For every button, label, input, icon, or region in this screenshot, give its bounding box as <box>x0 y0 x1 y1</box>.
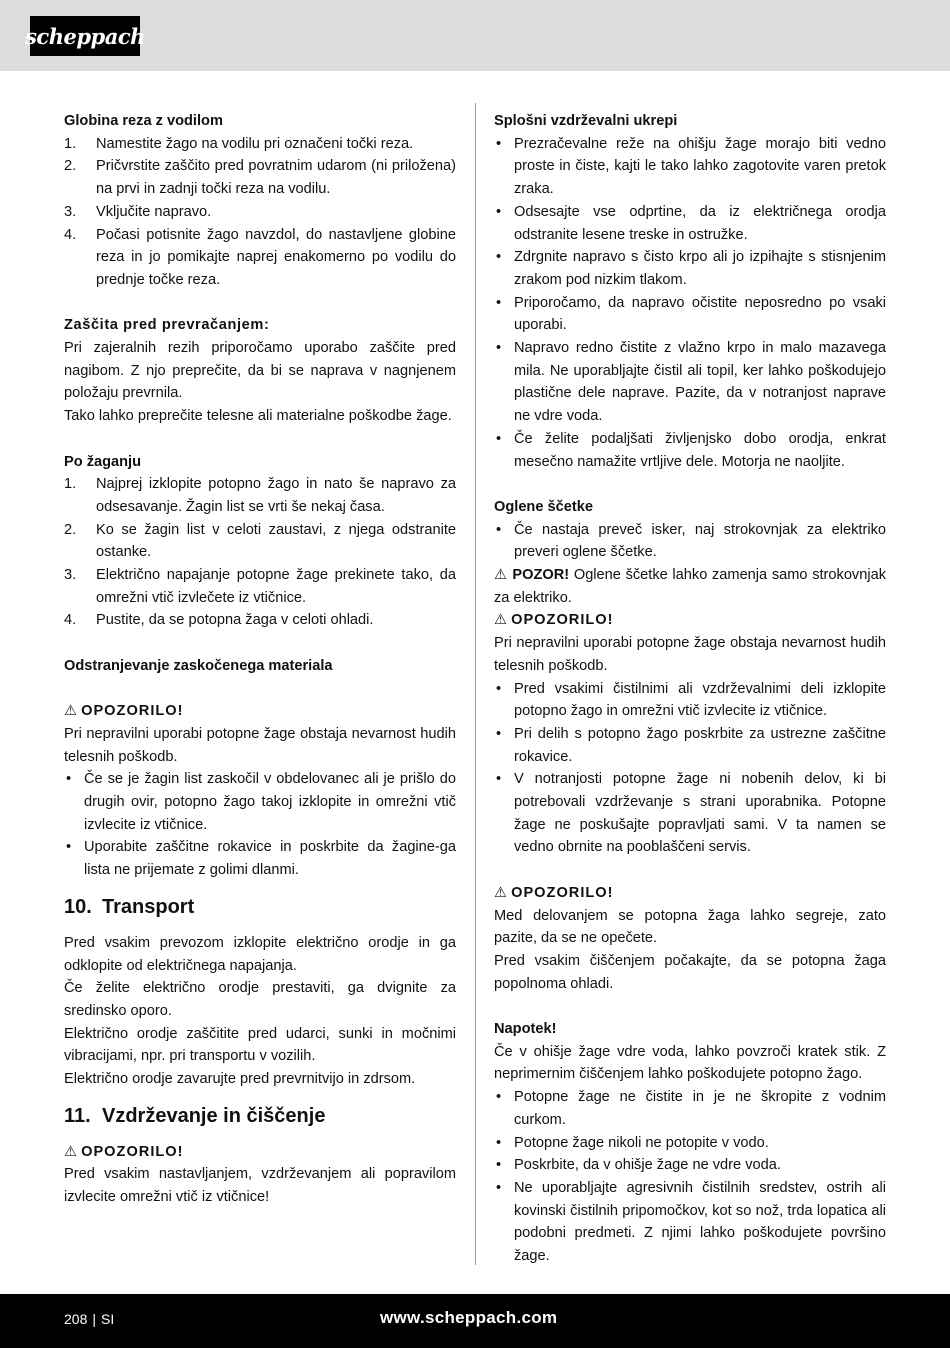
left-column <box>64 110 456 1209</box>
caution-text: ⚠ POZOR! Oglene ščetke lahko zamenja samo strokovnjak za elektriko. <box>494 567 887 606</box>
warning-triangle-icon: ⚠ <box>494 884 508 901</box>
transport-text: Če želite električno orodje prestaviti, ga dvignite za sredinsko oporo. <box>64 980 456 1019</box>
list-item: • Poskrbite, da v ohišje žage ne vdre voda. <box>496 1157 781 1174</box>
tip-bullets <box>494 1086 886 1268</box>
general-bullets <box>494 133 886 474</box>
list-item: • Potopne žage nikoli ne potopite v vodo. <box>496 1134 769 1151</box>
list-item: • Priporočamo, da napravo očistite neposredno po vsaki uporabi. <box>496 294 886 334</box>
list-item: • Napravo redno čistite z vlažno krpo in malo mazavega mila. Ne uporabljajte čistil ali topil, ker lahko poškodujejo plastične dele naprave. Pazite, da v notranjost naprave ne vdre voda. <box>496 340 886 425</box>
tip-heading: Napotek! <box>494 1021 557 1038</box>
page-number: 208 | SI <box>64 1311 115 1327</box>
right-column <box>494 110 886 1268</box>
warning-label: ⚠ OPOZORILO! <box>64 703 184 720</box>
list-item: • V notranjosti potopne žage ni nobenih delov, ki bi potrebovali vzdrževanje s strani uporabnika. Potopne žage ne poskušajte popravljati sami. V ta namen se vedno obrnite na pooblaščeni servis. <box>496 771 886 856</box>
tipping-heading: Zaščita pred prevračanjem: <box>64 317 270 334</box>
general-maintenance-heading: Splošni vzdrževalni ukrepi <box>494 113 678 129</box>
tipping-text: Pri zajeralnih rezih priporočamo uporabo zaščite pred nagibom. Z njo preprečite, da bi se naprava v nagnjenem položaju prevrnila. <box>64 340 456 402</box>
transport-text: Električno orodje zaščitite pred udarci, sunki in močnimi vibracijami, npr. pri transportu v vozilih. <box>64 1025 456 1065</box>
column-divider <box>475 103 476 1265</box>
brushes-warning-bullets <box>494 678 886 860</box>
list-item: • Če želite podaljšati življenjsko dobo orodja, enkrat mesečno namažite vrtljive dele. Motorja ne naoljite. <box>496 430 886 470</box>
list-item: • Prezračevalne reže na ohišju žage morajo biti vedno proste in čiste, kajti le tako lahko zagotovite varen pretok zraka. <box>496 135 886 198</box>
warning-label: ⚠ OPOZORILO! <box>494 884 614 901</box>
page-footer <box>0 1294 950 1348</box>
list-item: 1. Najprej izklopite potopno žago in nato še napravo za odsesavanje. Žagin list se vrti še nekaj časa. <box>64 476 456 515</box>
list-item: • Ne uporabljajte agresivnih čistilnih sredstev, ostrih ali kovinski čistilnih pripomočkov, kot so nož, trda lopatica ali podobni predmeti. Z njimi lahko poškodujete površino žage. <box>496 1180 886 1265</box>
transport-text: Pred vsakim prevozom izklopite električno orodje in ga odklopite od električnega napajanja. <box>64 934 456 974</box>
page-header <box>0 0 950 71</box>
list-item: • Uporabite zaščitne rokavice in poskrbite da žagine-ga lista ne prijemate z golimi dlanmi. <box>66 839 456 879</box>
list-item: • Potopne žage ne čistite in je ne škropite z vodnim curkom. <box>496 1089 886 1128</box>
maintenance-section-title: 11. Vzdrževanje in čiščenje <box>64 1104 326 1127</box>
list-item: 2. Ko se žagin list v celoti zaustavi, z njega odstranite ostanke. <box>64 521 456 561</box>
list-item: • Če se je žagin list zaskočil v obdelovanec ali je prišlo do drugih ovir, potopno žago takoj izklopite in omrežni vtič izvlecite iz vtičnice. <box>66 771 456 833</box>
warning-triangle-icon: ⚠ <box>64 1143 78 1160</box>
warning-text: Pred vsakim nastavljanjem, vzdrževanjem ali popravilom izvlecite omrežni vtič iz vtičnice! <box>64 1166 456 1206</box>
brushes-bullets <box>494 519 886 564</box>
cut-depth-steps <box>64 133 456 292</box>
brushes-heading: Oglene ščetke <box>494 498 593 515</box>
transport-text: Električno orodje zavarujte pred prevrnitvijo in zdrsom. <box>64 1071 416 1088</box>
list-item: • Pri delih s potopno žago poskrbite za ustrezne zaščitne rokavice. <box>496 725 886 765</box>
list-item: 4. Pustite, da se potopna žaga v celoti ohladi. <box>64 612 374 629</box>
cut-depth-heading: Globina reza z vodilom <box>64 113 223 129</box>
website-link[interactable]: www.scheppach.com <box>380 1308 558 1327</box>
warning-text: Pri nepravilni uporabi potopne žage obstaja nevarnost hudih telesnih poškodb. <box>64 725 456 765</box>
list-item: • Zdrgnite napravo s čisto krpo ali jo izpihajte s stisnjenim zrakom pod nizkim tlakom. <box>496 249 886 288</box>
tipping-text: Tako lahko preprečite telesne ali materialne poškodbe žage. <box>64 408 452 425</box>
after-sawing-steps <box>64 473 456 632</box>
list-item: • Odsesajte vse odprtine, da iz električnega orodja odstranite lesene treske in ostružke. <box>496 203 886 243</box>
list-item: 1. Namestite žago na vodilu pri označeni točki reza. <box>64 135 414 152</box>
list-item: 4. Počasi potisnite žago navzdol, do nastavljene globine reza in jo pomikajte naprej enakomerno po vodilu do prednje točke reza. <box>64 226 456 288</box>
warning-triangle-icon: ⚠ <box>494 567 513 584</box>
hot-text: Pred vsakim čiščenjem počakajte, da se potopna žaga popolnoma ohladi. <box>494 952 886 992</box>
list-item: • Če nastaja preveč isker, naj strokovnjak za elektriko preveri oglene ščetke. <box>496 521 886 561</box>
transport-section-title: 10. Transport <box>64 895 195 918</box>
list-item: 3. Električno napajanje potopne žage prekinete tako, da omrežni vtič izvlečete iz vtičnice. <box>64 567 456 606</box>
after-sawing-heading: Po žaganju <box>64 453 142 470</box>
scheppach-logo: scheppach <box>30 16 140 56</box>
list-item: • Pred vsakimi čistilnimi ali vzdrževalnimi deli izklopite potopno žago in omrežni vtič izvlecite iz vtičnice. <box>496 680 886 720</box>
warning-label: ⚠ OPOZORILO! <box>494 612 614 629</box>
warning-label: ⚠ OPOZORILO! <box>64 1143 184 1160</box>
warning-text: Pri nepravilni uporabi potopne žage obstaja nevarnost hudih telesnih poškodb. <box>494 635 886 674</box>
hot-text: Med delovanjem se potopna žaga lahko segreje, zato pazite, da se ne opečete. <box>494 907 886 947</box>
warning-triangle-icon: ⚠ <box>494 612 508 629</box>
list-item: 2. Pričvrstite zaščito pred povratnim udarom (ni priložena) na prvi in zadnji točki reza na vodilu. <box>64 158 456 198</box>
list-item: 3. Vključite napravo. <box>64 203 212 220</box>
jammed-heading: Odstranjevanje zaskočenega materiala <box>64 657 333 674</box>
warning-triangle-icon: ⚠ <box>64 703 78 720</box>
tip-text: Če v ohišje žage vdre voda, lahko povzroči kratek stik. Z neprimernim čiščenjem lahko poškodujete potopno žago. <box>494 1043 886 1083</box>
jammed-bullets <box>64 768 456 882</box>
